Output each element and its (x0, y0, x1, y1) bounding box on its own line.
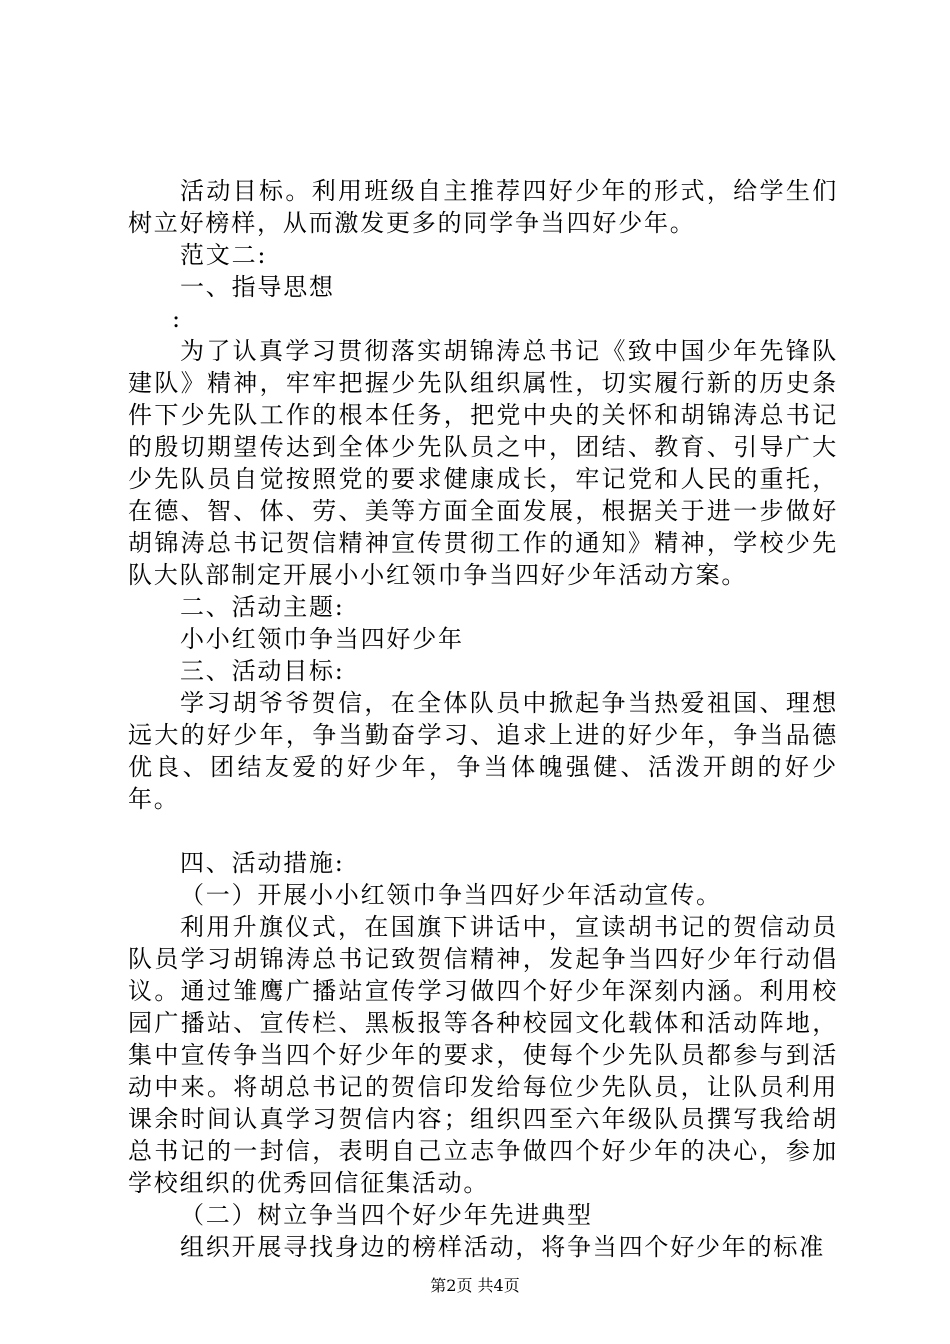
paragraph-role-models: 组织开展寻找身边的榜样活动，将争当四个好少年的标准 (180, 1233, 825, 1261)
page-footer: 第2页 共4页 (430, 1276, 520, 1295)
heading-colon: : (172, 305, 182, 333)
heading-activity-theme: 二、活动主题: (180, 593, 345, 621)
heading-activity-goals: 三、活动目标: (180, 657, 345, 685)
document-body (128, 175, 838, 1263)
paragraph-activity-goal: 活动目标。利用班级自主推荐四好少年的形式，给学生们树立好榜样，从而激发更多的同学争当四好少年。 (128, 177, 838, 237)
activity-theme-text: 小小红领巾争当四好少年 (180, 625, 464, 653)
paragraph-activity-goals: 学习胡爷爷贺信，在全体队员中掀起争当热爱祖国、理想远大的好少年，争当勤奋学习、追求上进的好少年，争当品德优良、团结友爱的好少年，争当体魄强健、活泼开朗的好少年。 (128, 689, 838, 813)
heading-sample-two: 范文二: (180, 241, 268, 269)
heading-guiding-thought: 一、指导思想 (180, 273, 335, 301)
subheading-promotion: （一）开展小小红领巾争当四好少年活动宣传。 (180, 881, 722, 909)
paragraph-guiding-thought: 为了认真学习贯彻落实胡锦涛总书记《致中国少年先锋队建队》精神，牢牢把握少先队组织属性，切实履行新的历史条件下少先队工作的根本任务，把党中央的关怀和胡锦涛总书记的殷切期望传达到全体少先队员之中，团结、教育、引导广大少先队员自觉按照党的要求健康成长，牢记党和人民的重托，在德、智、体、劳、美等方面全面发展，根据关于进一步做好胡锦涛总书记贺信精神宣传贯彻工作的通知》精神，学校少先队大队部制定开展小小红领巾争当四好少年活动方案。 (128, 337, 838, 589)
blank-line (128, 815, 838, 847)
heading-activity-measures: 四、活动措施: (180, 849, 345, 877)
subheading-role-models: （二）树立争当四个好少年先进典型 (180, 1201, 593, 1229)
paragraph-promotion: 利用升旗仪式，在国旗下讲话中，宣读胡书记的贺信动员队员学习胡锦涛总书记致贺信精神，发起争当四好少年行动倡议。通过雏鹰广播站宣传学习做四个好少年深刻内涵。利用校园广播站、宣传栏、黑板报等各种校园文化载体和活动阵地，集中宣传争当四个好少年的要求，使每个少先队员都参与到活动中来。将胡总书记的贺信印发给每位少先队员，让队员利用课余时间认真学习贺信内容；组织四至六年级队员撰写我给胡总书记的一封信，表明自己立志争做四个好少年的决心，参加学校组织的优秀回信征集活动。 (128, 913, 838, 1197)
